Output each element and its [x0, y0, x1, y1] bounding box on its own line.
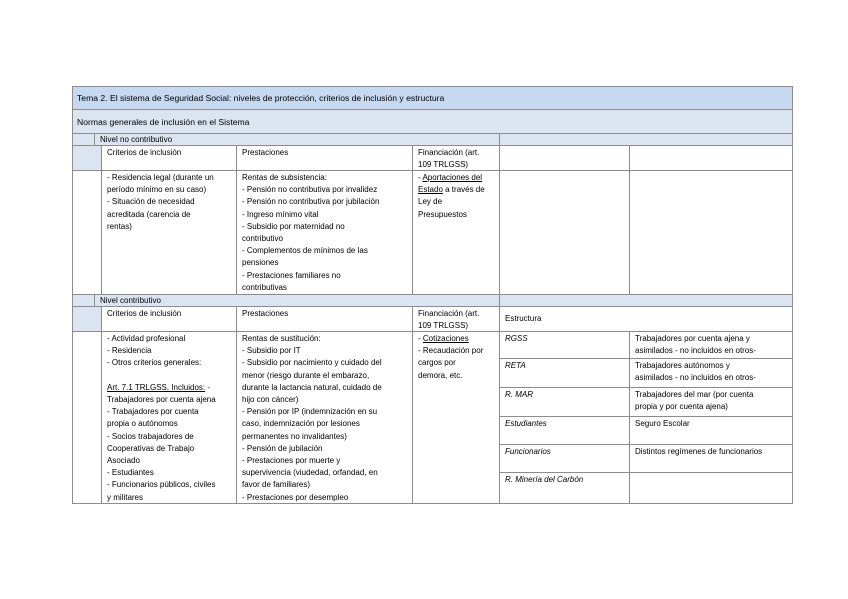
regimen-mineria: R. Minería del Carbón — [505, 475, 584, 484]
table-subtitle — [72, 110, 793, 134]
descripcion-funcionarios: Distintos regímenes de funcionarios — [630, 445, 792, 473]
estructura-regimenes — [500, 332, 630, 503]
regimen-reta: RETA — [500, 359, 629, 388]
col-prestaciones-contrib: Prestaciones — [237, 307, 413, 331]
descripcion-mar: Trabajadores del mar (por cuenta propia y por cuenta ajena) — [630, 388, 792, 417]
col-prestaciones: Prestaciones — [237, 146, 413, 170]
regimen-rgss: RGSS — [500, 332, 629, 359]
contributivo-label-row — [72, 295, 793, 307]
descripcion-mineria — [630, 473, 792, 503]
no-contributivo-criterios: - Residencia legal (durante un período mínimo en su caso) - Situación de necesidad acreditada (carencia de rentas) — [102, 171, 237, 294]
contributivo-financiacion: - Cotizaciones - Recaudación por cargos por demora, etc. — [413, 332, 500, 503]
col-criterios: Criterios de inclusión — [102, 146, 237, 170]
col-criterios-contrib: Criterios de inclusión — [102, 307, 237, 331]
no-contributivo-prestaciones: Rentas de subsistencia: - Pensión no contributiva por invalidez - Pensión no contributiva por jubilación - Ingreso mínimo vital - Subsidio por maternidad no contributivo - Complementos de mínimos de las pensiones - Prestaciones familiares no contributivas — [237, 171, 413, 294]
section-heading: Normas generales de inclusión en el Sistema — [77, 116, 250, 127]
descripcion-rgss: Trabajadores por cuenta ajena y asimilados - no incluidos en otros- — [630, 332, 792, 359]
no-contributivo-label: Nivel no contributivo — [95, 134, 500, 145]
regimen-funcionarios: Funcionarios — [500, 445, 629, 473]
descripcion-reta: Trabajadores autónomos y asimilados - no incluidos en otros- — [630, 359, 792, 388]
no-contributivo-body-row — [72, 171, 793, 295]
regimen-mar: R. MAR — [500, 388, 629, 417]
no-contributivo-label-row — [72, 134, 793, 146]
inclusion-table — [72, 86, 793, 504]
contributivo-label: Nivel contributivo — [95, 295, 500, 306]
contributivo-prestaciones: Rentas de sustitución: - Subsidio por IT - Subsidio por nacimiento y cuidado del menor (riesgo durante el embarazo, durante la lactancia natural, cuidado de hijo con cáncer) - Pensión por IP (indemnización en su caso, indemnización por lesiones permanentes no invalidantes) - Pensión de jubilación - Prestaciones por muerte y supervivencia (viudedad, orfandad, en favor de familiares) - Prestaciones por desempleo — [237, 332, 413, 503]
contributivo-header-row — [72, 307, 793, 332]
estructura-descripciones — [630, 332, 792, 503]
contributivo-body-row — [72, 332, 793, 504]
page-title: Tema 2. El sistema de Seguridad Social: niveles de protección, criterios de inclusión y estructura — [77, 93, 445, 103]
no-contributivo-header-row — [72, 146, 793, 171]
regimen-estudiantes: Estudiantes — [500, 417, 629, 445]
col-financiacion: Financiación (art. 109 TRLGSS) — [413, 146, 500, 170]
table-title — [72, 86, 793, 110]
col-financiacion-contrib: Financiación (art. 109 TRLGSS) — [413, 307, 500, 331]
no-contributivo-financiacion: - Aportaciones del Estado a través de Ley de Presupuestos — [413, 171, 500, 294]
descripcion-estudiantes: Seguro Escolar — [630, 417, 792, 445]
col-estructura: Estructura — [505, 314, 542, 323]
contributivo-criterios: - Actividad profesional - Residencia - Otros criterios generales: Art. 7.1 TRLGSS. Incluidos: - Trabajadores por cuenta ajena - Trabajadores por cuenta propia o autónomos - Socios trabajadores de Cooperativas de Trabajo Asociado - Estudiantes - Funcionarios públicos, civiles y militares — [102, 332, 237, 503]
